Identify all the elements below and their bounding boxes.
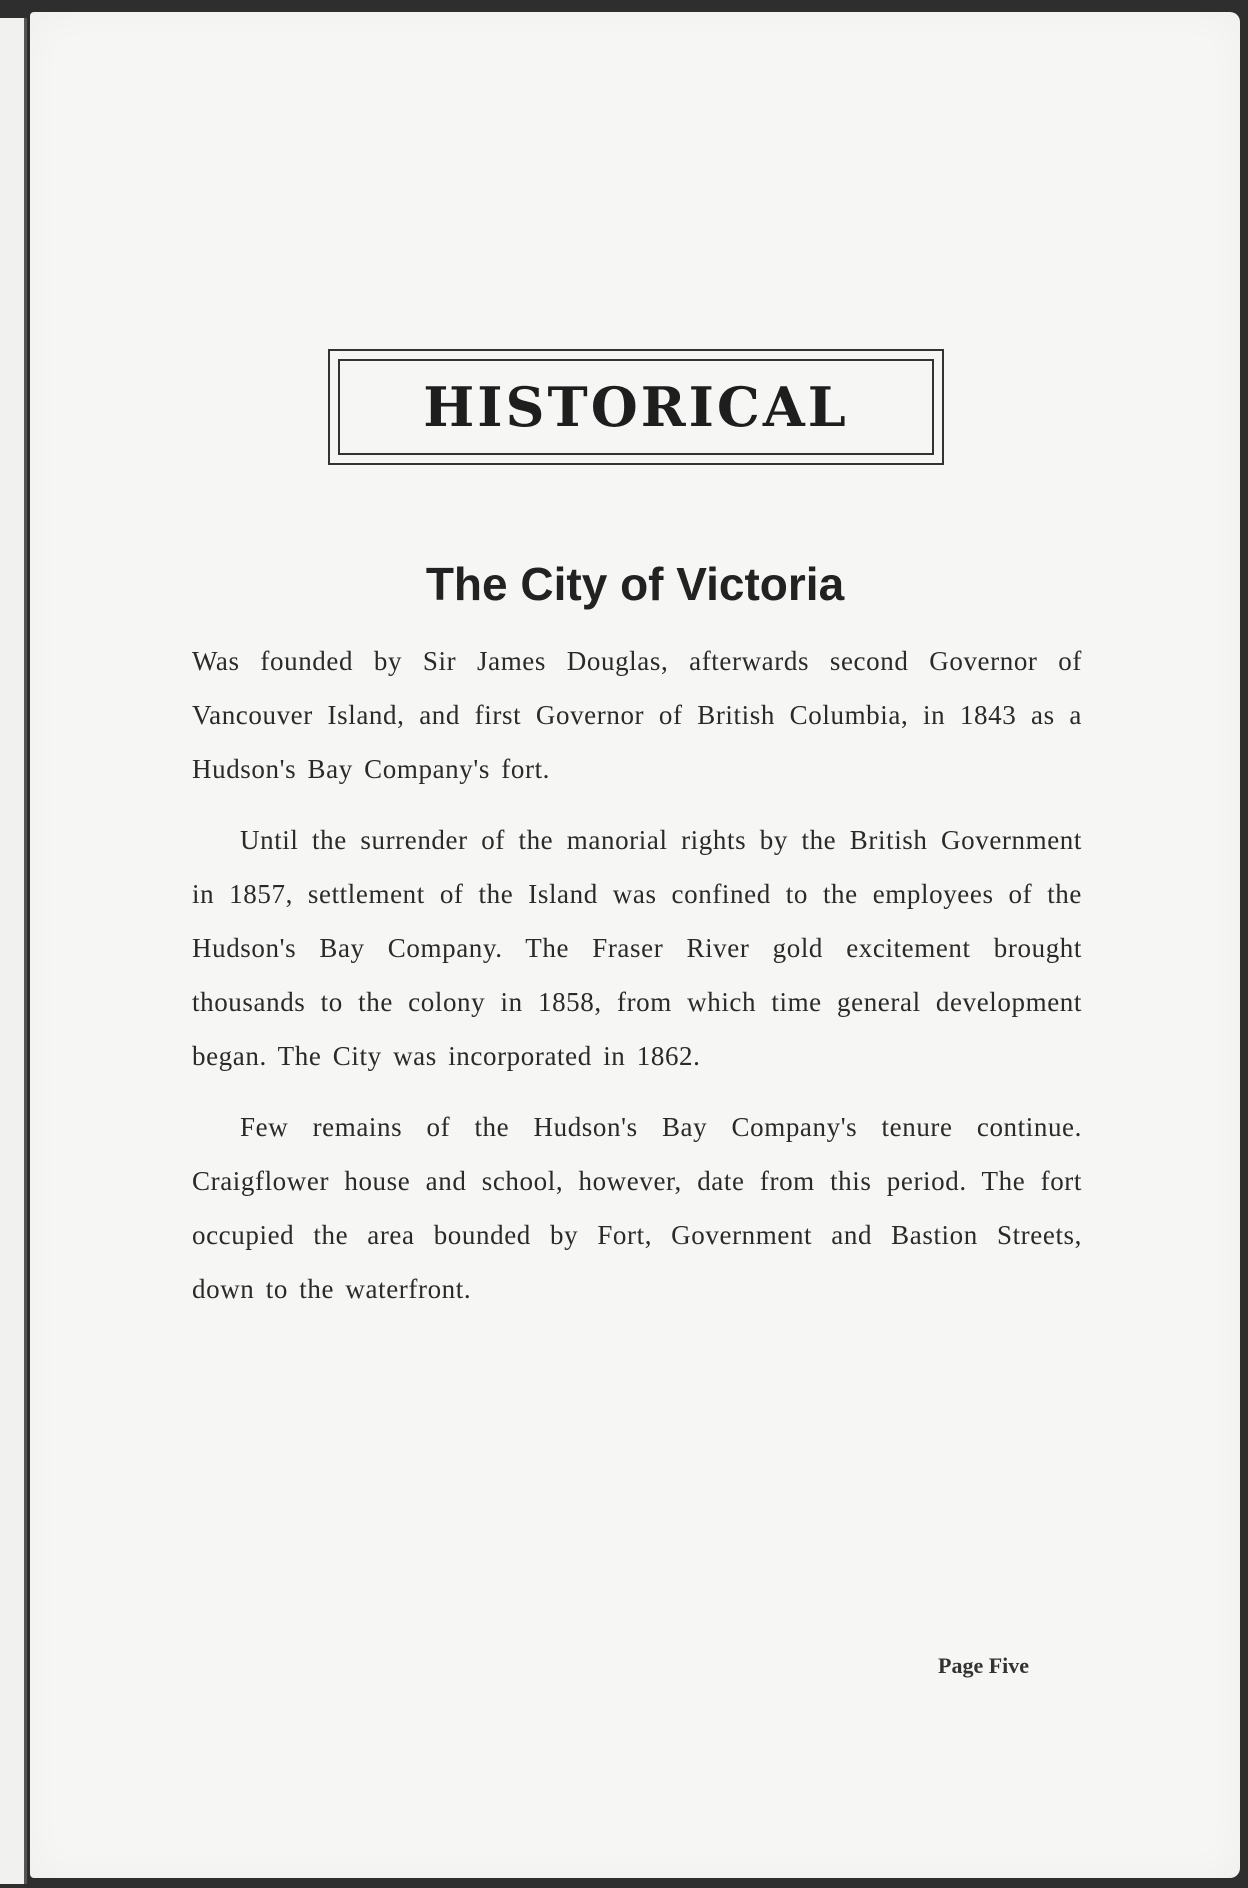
title-frame-inner <box>338 359 934 455</box>
page-title: HISTORICAL <box>423 375 849 439</box>
paragraph-1: Was founded by Sir James Douglas, afterwards second Governor of Vancouver Island, and first Governor of British Columbia, in 1843 as a Hudson's Bay Company's fort. <box>192 646 1082 784</box>
section-heading: The City of Victoria <box>425 558 845 610</box>
paragraph-3: Few remains of the Hudson's Bay Company's tenure continue. Craigflower house and school, however, date from this period. The fort occupied the area bounded by Fort, Government and Bastion Streets, down to the waterfront. <box>192 1112 1082 1304</box>
title-frame <box>328 349 944 465</box>
previous-page-edge <box>0 18 27 1884</box>
body-text <box>192 634 1082 1333</box>
paragraph-2: Until the surrender of the manorial rights by the British Government in 1857, settlement of the Island was confined to the employees of the Hudson's Bay Company. The Fraser River gold excitement brought thousands to the colony in 1858, from which time general development began. The City was incorporated in 1862. <box>192 825 1082 1071</box>
page-number: Page Five <box>938 1653 1030 1678</box>
page-sheet <box>30 12 1240 1878</box>
